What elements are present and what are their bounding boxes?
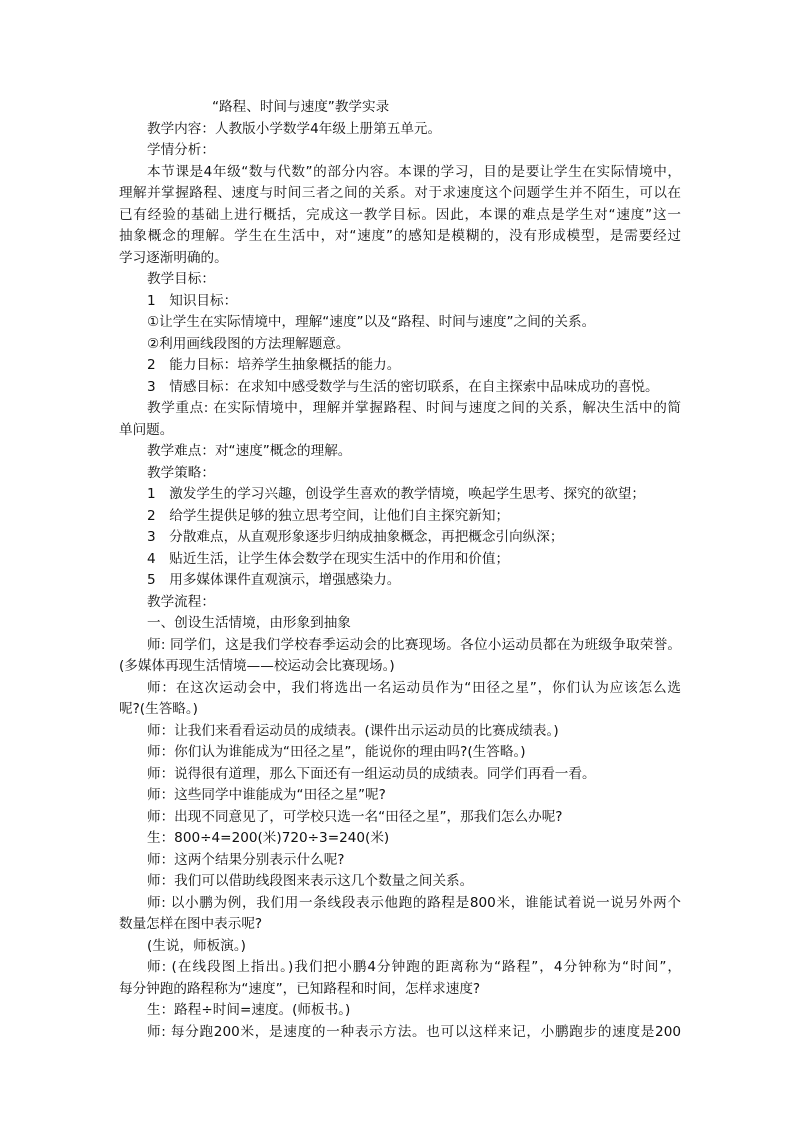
text-line: 教学重点: 在实际情境中，理解并掌握路程、时间与速度之间的关系，解决生活中的简 xyxy=(147,400,681,416)
document-title: “路程、时间与速度”教学实录 xyxy=(212,99,390,115)
text-line: 生：路程÷时间=速度。(师板书。) xyxy=(147,1002,351,1018)
text-line: 教学策略： xyxy=(147,464,215,481)
document-body xyxy=(119,119,681,1044)
text-line: 抽象概念的理解。学生在生活中，对“速度”的感知是模糊的，没有形成模型，是需要经过 xyxy=(119,228,681,244)
text-line: 教学目标： xyxy=(147,271,215,287)
text-line: 师: 同学们，这是我们学校春季运动会的比赛现场。各位小运动员都在为班级争取荣誉。 xyxy=(147,636,681,653)
text-line: 师：这些同学中谁能成为“田径之星”呢? xyxy=(147,787,386,803)
text-line: 教学内容：人教版小学数学4年级上册第五单元。 xyxy=(147,120,442,137)
text-line: 1 知识目标： xyxy=(147,292,238,309)
text-line: 呢?(生答略。) xyxy=(119,701,198,717)
text-line: 师：我们可以借助线段图来表示这几个数量之间关系。 xyxy=(147,873,474,889)
text-line: 一、创设生活情境，由形象到抽象 xyxy=(147,615,351,631)
text-line: 生：800÷4=200(米)720÷3=240(米) xyxy=(147,830,390,846)
text-line: 师：你们认为谁能成为“田径之星”，能说你的理由吗?(生答略。) xyxy=(147,744,526,760)
document-page xyxy=(119,97,681,1043)
text-line: 数量怎样在图中表示呢? xyxy=(119,916,263,932)
text-line: 师：说得很有道理，那么下面还有一组运动员的成绩表。同学们再看一看。 xyxy=(147,765,596,782)
text-line: 师：出现不同意见了，可学校只选一名“田径之星”，那我们怎么办呢? xyxy=(147,808,563,825)
text-line: 单问题。 xyxy=(119,421,174,438)
text-line: 学情分析： xyxy=(147,142,215,158)
text-line: 本节课是4年级“数与代数”的部分内容。本课的学习，目的是要让学生在实际情境中， xyxy=(147,163,681,180)
text-line: 每分钟跑的路程称为“速度”，已知路程和时间，怎样求速度? xyxy=(119,980,481,997)
text-line: 5 用多媒体课件直观演示，增强感染力。 xyxy=(147,572,401,588)
text-line: 2 能力目标：培养学生抽象概括的能力。 xyxy=(147,357,401,373)
text-line: 师：在这次运动会中，我们将选出一名运动员作为“田径之星”，你们认为应该怎么选 xyxy=(147,679,681,696)
text-line: 教学流程： xyxy=(147,593,215,610)
text-line: 师：这两个结果分别表示什么呢? xyxy=(147,851,345,868)
text-line: (多媒体再现生活情境——校运动会比赛现场。) xyxy=(119,658,395,674)
text-line: 3 分散难点，从直观形象逐步归纳成抽象概念，再把概念引向纵深； xyxy=(147,529,564,545)
text-line: 师：让我们来看看运动员的成绩表。(课件出示运动员的比赛成绩表。) xyxy=(147,722,559,739)
text-line: 2 给学生提供足够的独立思考空间，让他们自主探究新知； xyxy=(147,507,510,524)
text-line: 师: (在线段图上指出。)我们把小鹏4分钟跑的距离称为“路程”，4分钟称为“时间”， xyxy=(147,959,681,975)
text-line: 教学难点：对“速度”概念的理解。 xyxy=(147,443,352,459)
text-line: 4 贴近生活，让学生体会数学在现实生活中的作用和价值； xyxy=(147,550,510,567)
text-line: 3 情感目标：在求知中感受数学与生活的密切联系，在自主探索中品味成功的喜悦。 xyxy=(147,378,659,395)
text-line: 学习逐渐明确的。 xyxy=(119,249,228,266)
text-line: ①让学生在实际情境中，理解“速度”以及“路程、时间与速度”之间的关系。 xyxy=(147,314,596,330)
text-line: 师: 每分跑200米，是速度的一种表示方法。也可以这样来记，小鹏跑步的速度是200 xyxy=(147,1023,681,1040)
text-line: 师: 以小鹏为例，我们用一条线段表示他跑的路程是800米，谁能试着说一说另外两个 xyxy=(147,894,681,911)
text-line: 1 激发学生的学习兴趣，创设学生喜欢的教学情境，唤起学生思考、探究的欲望； xyxy=(147,486,646,502)
text-line: 已有经验的基础上进行概括，完成这一教学目标。因此，本课的难点是学生对“速度”这一 xyxy=(119,206,681,223)
text-line: ②利用画线段图的方法理解题意。 xyxy=(147,335,350,352)
text-line: (生说，师板演。) xyxy=(147,937,246,954)
text-line: 理解并掌握路程、速度与时间三者之间的关系。对于求速度这个问题学生并不陌生，可以在 xyxy=(119,185,681,201)
